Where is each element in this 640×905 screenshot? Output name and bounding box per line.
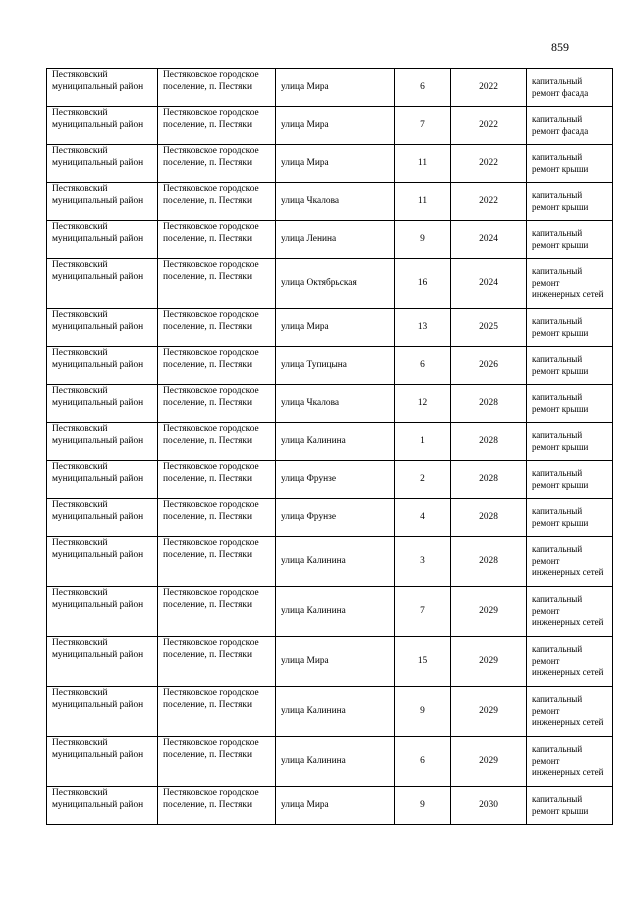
table-row	[47, 347, 613, 385]
house-number-cell: 16	[395, 259, 451, 309]
table-row	[47, 385, 613, 423]
district-cell: Пестяковский муниципальный район	[47, 259, 158, 309]
work-type-cell: капитальный ремонт инженерных сетей	[527, 259, 613, 309]
settlement-cell: Пестяковское городское поселение, п. Пестяки	[158, 423, 276, 461]
district-cell: Пестяковский муниципальный район	[47, 637, 158, 687]
year-cell: 2024	[451, 221, 527, 259]
table-row	[47, 787, 613, 825]
settlement-cell: Пестяковское городское поселение, п. Пестяки	[158, 347, 276, 385]
house-number-cell: 11	[395, 145, 451, 183]
street-cell: улица Калинина	[276, 687, 395, 737]
table-row	[47, 145, 613, 183]
work-type-cell: капитальный ремонт фасада	[527, 69, 613, 107]
house-number-cell: 9	[395, 787, 451, 825]
street-cell: улица Мира	[276, 145, 395, 183]
work-type-cell: капитальный ремонт инженерных сетей	[527, 737, 613, 787]
district-cell: Пестяковский муниципальный район	[47, 587, 158, 637]
district-cell: Пестяковский муниципальный район	[47, 309, 158, 347]
table-row	[47, 309, 613, 347]
house-number-cell: 11	[395, 183, 451, 221]
district-cell: Пестяковский муниципальный район	[47, 145, 158, 183]
work-type-cell: капитальный ремонт крыши	[527, 385, 613, 423]
work-type-cell: капитальный ремонт инженерных сетей	[527, 687, 613, 737]
house-number-cell: 2	[395, 461, 451, 499]
table-row	[47, 499, 613, 537]
house-number-cell: 6	[395, 347, 451, 385]
house-number-cell: 7	[395, 107, 451, 145]
district-cell: Пестяковский муниципальный район	[47, 461, 158, 499]
street-cell: улица Калинина	[276, 737, 395, 787]
year-cell: 2029	[451, 687, 527, 737]
street-cell: улица Октябрьская	[276, 259, 395, 309]
district-cell: Пестяковский муниципальный район	[47, 221, 158, 259]
street-cell: улица Тупицына	[276, 347, 395, 385]
street-cell: улица Ленина	[276, 221, 395, 259]
settlement-cell: Пестяковское городское поселение, п. Пестяки	[158, 637, 276, 687]
street-cell: улица Калинина	[276, 423, 395, 461]
settlement-cell: Пестяковское городское поселение, п. Пестяки	[158, 687, 276, 737]
year-cell: 2024	[451, 259, 527, 309]
table-row	[47, 637, 613, 687]
house-number-cell: 1	[395, 423, 451, 461]
district-cell: Пестяковский муниципальный район	[47, 107, 158, 145]
work-type-cell: капитальный ремонт инженерных сетей	[527, 537, 613, 587]
settlement-cell: Пестяковское городское поселение, п. Пестяки	[158, 259, 276, 309]
work-type-cell: капитальный ремонт фасада	[527, 107, 613, 145]
house-number-cell: 9	[395, 221, 451, 259]
year-cell: 2028	[451, 385, 527, 423]
district-cell: Пестяковский муниципальный район	[47, 499, 158, 537]
district-cell: Пестяковский муниципальный район	[47, 183, 158, 221]
table-row	[47, 537, 613, 587]
street-cell: улица Мира	[276, 637, 395, 687]
street-cell: улица Фрунзе	[276, 461, 395, 499]
settlement-cell: Пестяковское городское поселение, п. Пестяки	[158, 385, 276, 423]
street-cell: улица Чкалова	[276, 385, 395, 423]
work-type-cell: капитальный ремонт крыши	[527, 309, 613, 347]
district-cell: Пестяковский муниципальный район	[47, 687, 158, 737]
year-cell: 2025	[451, 309, 527, 347]
table-row	[47, 687, 613, 737]
year-cell: 2028	[451, 537, 527, 587]
district-cell: Пестяковский муниципальный район	[47, 537, 158, 587]
settlement-cell: Пестяковское городское поселение, п. Пестяки	[158, 537, 276, 587]
district-cell: Пестяковский муниципальный район	[47, 69, 158, 107]
settlement-cell: Пестяковское городское поселение, п. Пестяки	[158, 221, 276, 259]
table-row	[47, 221, 613, 259]
page-number: 859	[551, 40, 569, 54]
settlement-cell: Пестяковское городское поселение, п. Пестяки	[158, 145, 276, 183]
table-row	[47, 587, 613, 637]
year-cell: 2022	[451, 183, 527, 221]
year-cell: 2022	[451, 145, 527, 183]
street-cell: улица Фрунзе	[276, 499, 395, 537]
year-cell: 2022	[451, 69, 527, 107]
street-cell: улица Мира	[276, 309, 395, 347]
house-number-cell: 13	[395, 309, 451, 347]
house-number-cell: 3	[395, 537, 451, 587]
work-type-cell: капитальный ремонт крыши	[527, 145, 613, 183]
settlement-cell: Пестяковское городское поселение, п. Пестяки	[158, 587, 276, 637]
settlement-cell: Пестяковское городское поселение, п. Пестяки	[158, 69, 276, 107]
year-cell: 2028	[451, 461, 527, 499]
work-type-cell: капитальный ремонт крыши	[527, 461, 613, 499]
year-cell: 2022	[451, 107, 527, 145]
settlement-cell: Пестяковское городское поселение, п. Пестяки	[158, 499, 276, 537]
work-type-cell: капитальный ремонт инженерных сетей	[527, 587, 613, 637]
settlement-cell: Пестяковское городское поселение, п. Пестяки	[158, 183, 276, 221]
table-row	[47, 183, 613, 221]
street-cell: улица Мира	[276, 69, 395, 107]
table-row	[47, 737, 613, 787]
work-type-cell: капитальный ремонт крыши	[527, 787, 613, 825]
district-cell: Пестяковский муниципальный район	[47, 385, 158, 423]
work-type-cell: капитальный ремонт крыши	[527, 347, 613, 385]
work-type-cell: капитальный ремонт крыши	[527, 423, 613, 461]
table-row	[47, 423, 613, 461]
street-cell: улица Мира	[276, 107, 395, 145]
work-type-cell: капитальный ремонт крыши	[527, 221, 613, 259]
street-cell: улица Калинина	[276, 537, 395, 587]
house-number-cell: 12	[395, 385, 451, 423]
table-row	[47, 69, 613, 107]
settlement-cell: Пестяковское городское поселение, п. Пестяки	[158, 309, 276, 347]
work-type-cell: капитальный ремонт крыши	[527, 183, 613, 221]
district-cell: Пестяковский муниципальный район	[47, 787, 158, 825]
district-cell: Пестяковский муниципальный район	[47, 347, 158, 385]
year-cell: 2026	[451, 347, 527, 385]
repair-schedule-table	[46, 68, 613, 825]
settlement-cell: Пестяковское городское поселение, п. Пестяки	[158, 787, 276, 825]
year-cell: 2030	[451, 787, 527, 825]
year-cell: 2029	[451, 637, 527, 687]
settlement-cell: Пестяковское городское поселение, п. Пестяки	[158, 461, 276, 499]
work-type-cell: капитальный ремонт крыши	[527, 499, 613, 537]
year-cell: 2028	[451, 423, 527, 461]
street-cell: улица Чкалова	[276, 183, 395, 221]
district-cell: Пестяковский муниципальный район	[47, 423, 158, 461]
settlement-cell: Пестяковское городское поселение, п. Пестяки	[158, 107, 276, 145]
year-cell: 2029	[451, 587, 527, 637]
street-cell: улица Калинина	[276, 587, 395, 637]
table-row	[47, 461, 613, 499]
year-cell: 2029	[451, 737, 527, 787]
house-number-cell: 9	[395, 687, 451, 737]
district-cell: Пестяковский муниципальный район	[47, 737, 158, 787]
year-cell: 2028	[451, 499, 527, 537]
settlement-cell: Пестяковское городское поселение, п. Пестяки	[158, 737, 276, 787]
house-number-cell: 6	[395, 737, 451, 787]
house-number-cell: 6	[395, 69, 451, 107]
work-type-cell: капитальный ремонт инженерных сетей	[527, 637, 613, 687]
table-row	[47, 107, 613, 145]
street-cell: улица Мира	[276, 787, 395, 825]
house-number-cell: 7	[395, 587, 451, 637]
house-number-cell: 15	[395, 637, 451, 687]
table-row	[47, 259, 613, 309]
house-number-cell: 4	[395, 499, 451, 537]
